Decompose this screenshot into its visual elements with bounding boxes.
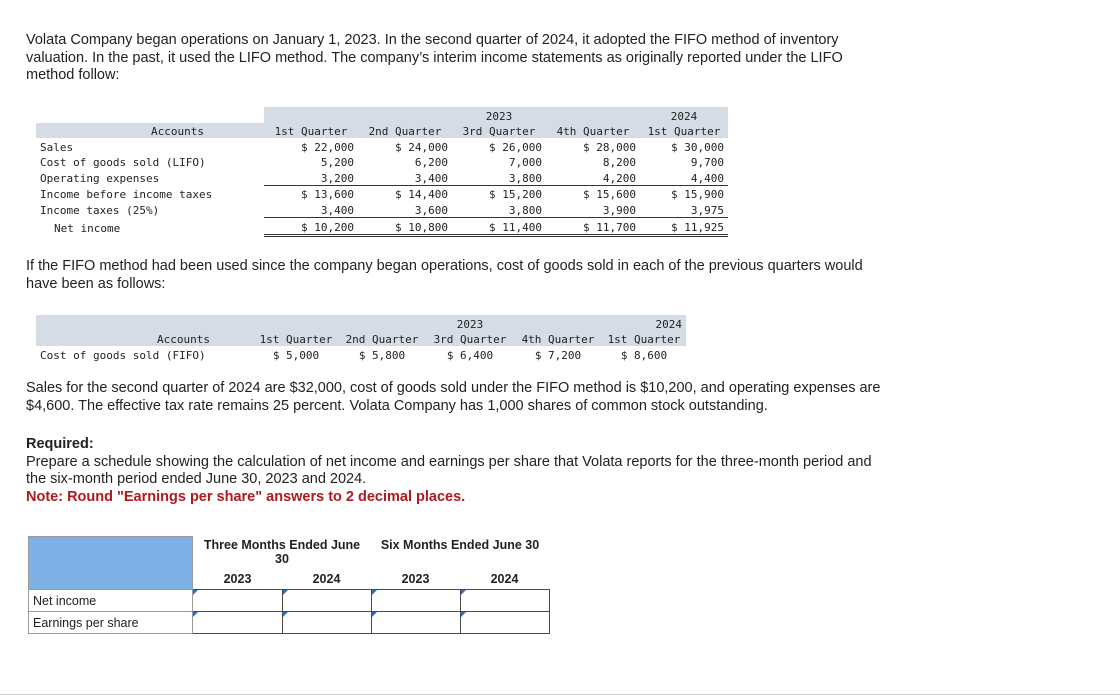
input-marker-icon bbox=[461, 590, 466, 595]
sales-line: $4,600. The effective tax rate remains 25 percent. Volata Company has 1,000 shares of common stock outstanding. bbox=[26, 397, 768, 414]
cell-value: $ 26,000 bbox=[489, 140, 542, 154]
table-row bbox=[29, 590, 550, 612]
year-2024-header: 2024 bbox=[602, 315, 686, 331]
table-row bbox=[36, 217, 728, 235]
answer-table bbox=[28, 536, 550, 634]
intro-line: valuation. In the past, it used the LIFO method. The company’s interim income statements as originally reported under the LIFO bbox=[26, 49, 843, 66]
three-months-header: Three Months Ended June 30 bbox=[203, 537, 361, 566]
cell-value: $ 8,600 bbox=[620, 348, 668, 362]
row-label: Cost of goods sold (LIFO) bbox=[40, 156, 206, 169]
intro-line: Volata Company began operations on January 1, 2023. In the second quarter of 2024, it adopted the FIFO method of inventory bbox=[26, 32, 839, 48]
year-header: 2024 bbox=[312, 572, 341, 586]
cell-value: 3,600 bbox=[358, 201, 452, 217]
accounts-header: Accounts bbox=[36, 331, 254, 347]
cell-value: 3,800 bbox=[452, 201, 546, 217]
year-header: 2023 bbox=[401, 572, 430, 586]
cell-value: 4,200 bbox=[546, 169, 640, 185]
fifo-line: If the FIFO method had been used since the company began operations, cost of goods sold in each of the previous quarters would bbox=[26, 258, 863, 274]
cell-value: $ 14,400 bbox=[395, 188, 448, 201]
net-income-3m-2024-input[interactable] bbox=[282, 590, 371, 612]
quarter-header: 4th Quarter bbox=[546, 123, 640, 139]
fifo-paragraph bbox=[26, 258, 863, 293]
input-marker-icon bbox=[283, 590, 288, 595]
cell-value: 7,000 bbox=[508, 156, 542, 169]
year-2024-header: 2024 bbox=[640, 107, 728, 123]
sales-paragraph bbox=[26, 380, 880, 415]
eps-6m-2023-input[interactable] bbox=[371, 612, 460, 634]
table-row bbox=[36, 185, 728, 201]
cell-value: $ 11,700 bbox=[546, 217, 640, 235]
net-income-label: Net income bbox=[29, 590, 193, 612]
cell-value: $ 11,400 bbox=[452, 217, 546, 235]
required-line: the six-month period ended June 30, 2023 and 2024. bbox=[26, 471, 367, 487]
lifo-income-table bbox=[36, 107, 728, 237]
year-2023-header: 2023 bbox=[452, 107, 546, 123]
net-income-6m-2024-input[interactable] bbox=[460, 590, 549, 612]
cell-value: 3,400 bbox=[264, 201, 358, 217]
row-label: Income before income taxes bbox=[40, 188, 213, 201]
row-label: Sales bbox=[40, 140, 74, 154]
quarter-header: 4th Quarter bbox=[514, 331, 602, 347]
cell-value: $ 15,600 bbox=[583, 188, 636, 201]
cell-value: $ 30,000 bbox=[671, 140, 724, 154]
cell-value: $ 5,800 bbox=[358, 348, 406, 362]
year-header: 2023 bbox=[223, 572, 252, 586]
cell-value: $ 28,000 bbox=[583, 140, 636, 154]
cell-value: 8,200 bbox=[602, 156, 636, 169]
cell-value: $ 10,200 bbox=[264, 217, 358, 235]
row-label: Cost of goods sold (FIFO) bbox=[40, 348, 206, 362]
input-marker-icon bbox=[461, 612, 466, 617]
row-label: Operating expenses bbox=[40, 172, 160, 185]
page-divider bbox=[0, 694, 1120, 695]
cell-value: $ 24,000 bbox=[395, 140, 448, 154]
cell-value: 3,975 bbox=[640, 201, 728, 217]
cell-value: $ 15,900 bbox=[671, 188, 724, 201]
quarter-header: 2nd Quarter bbox=[338, 331, 426, 347]
cell-value: $ 10,800 bbox=[358, 217, 452, 235]
fifo-cogs-table bbox=[36, 315, 686, 362]
cell-value: 6,200 bbox=[414, 156, 448, 169]
sales-line: Sales for the second quarter of 2024 are $32,000, cost of goods sold under the FIFO method is $10,200, and operating expenses are bbox=[26, 380, 881, 396]
cell-value: $ 6,400 bbox=[446, 348, 494, 362]
fifo-line: have been as follows: bbox=[26, 275, 166, 292]
quarter-header: 3rd Quarter bbox=[452, 123, 546, 139]
cell-value: $ 13,600 bbox=[301, 188, 354, 201]
table-row bbox=[29, 612, 550, 634]
eps-label: Earnings per share bbox=[29, 612, 193, 634]
net-income-6m-2023-input[interactable] bbox=[371, 590, 460, 612]
eps-6m-2024-input[interactable] bbox=[460, 612, 549, 634]
cell-value: $ 15,200 bbox=[489, 188, 542, 201]
input-marker-icon bbox=[193, 612, 198, 617]
quarter-header: 2nd Quarter bbox=[358, 123, 452, 139]
table-row bbox=[36, 346, 686, 362]
cell-value: 5,200 bbox=[320, 156, 354, 169]
net-income-3m-2023-input[interactable] bbox=[193, 590, 283, 612]
rounding-note: Note: Round "Earnings per share" answers to 2 decimal places. bbox=[26, 488, 466, 505]
cell-value: 3,200 bbox=[264, 169, 358, 185]
input-marker-icon bbox=[372, 590, 377, 595]
six-months-header: Six Months Ended June 30 bbox=[380, 537, 540, 552]
required-line: Prepare a schedule showing the calculation of net income and earnings per share that Volata reports for the three-month period and bbox=[26, 453, 872, 470]
intro-paragraph bbox=[26, 32, 843, 85]
quarter-header: 3rd Quarter bbox=[426, 331, 514, 347]
intro-line: method follow: bbox=[26, 67, 120, 83]
cell-value: 3,800 bbox=[452, 169, 546, 185]
year-2023-header: 2023 bbox=[426, 315, 514, 331]
row-label: Net income bbox=[54, 222, 121, 235]
input-marker-icon bbox=[283, 612, 288, 617]
eps-3m-2024-input[interactable] bbox=[282, 612, 371, 634]
eps-3m-2023-input[interactable] bbox=[193, 612, 283, 634]
accounts-header: Accounts bbox=[36, 123, 264, 139]
cell-value: $ 7,200 bbox=[534, 348, 582, 362]
quarter-header: 1st Quarter bbox=[264, 123, 358, 139]
quarter-header: 1st Quarter bbox=[640, 123, 728, 139]
year-header: 2024 bbox=[490, 572, 519, 586]
cell-value: 4,400 bbox=[640, 169, 728, 185]
row-label: Income taxes (25%) bbox=[40, 204, 160, 217]
cell-value: $ 22,000 bbox=[301, 140, 354, 154]
cell-value: 3,900 bbox=[546, 201, 640, 217]
cell-value: $ 11,925 bbox=[640, 217, 728, 235]
table-row bbox=[36, 201, 728, 217]
cell-value: 9,700 bbox=[690, 156, 724, 169]
quarter-header: 1st Quarter bbox=[254, 331, 338, 347]
input-marker-icon bbox=[193, 590, 198, 595]
table-row bbox=[36, 169, 728, 185]
table-row bbox=[36, 138, 728, 154]
required-section bbox=[26, 436, 872, 506]
cell-value: $ 5,000 bbox=[272, 348, 320, 362]
input-marker-icon bbox=[372, 612, 377, 617]
cell-value: 3,400 bbox=[358, 169, 452, 185]
quarter-header: 1st Quarter bbox=[602, 331, 686, 347]
table-row bbox=[36, 154, 728, 170]
required-heading: Required: bbox=[26, 436, 94, 452]
